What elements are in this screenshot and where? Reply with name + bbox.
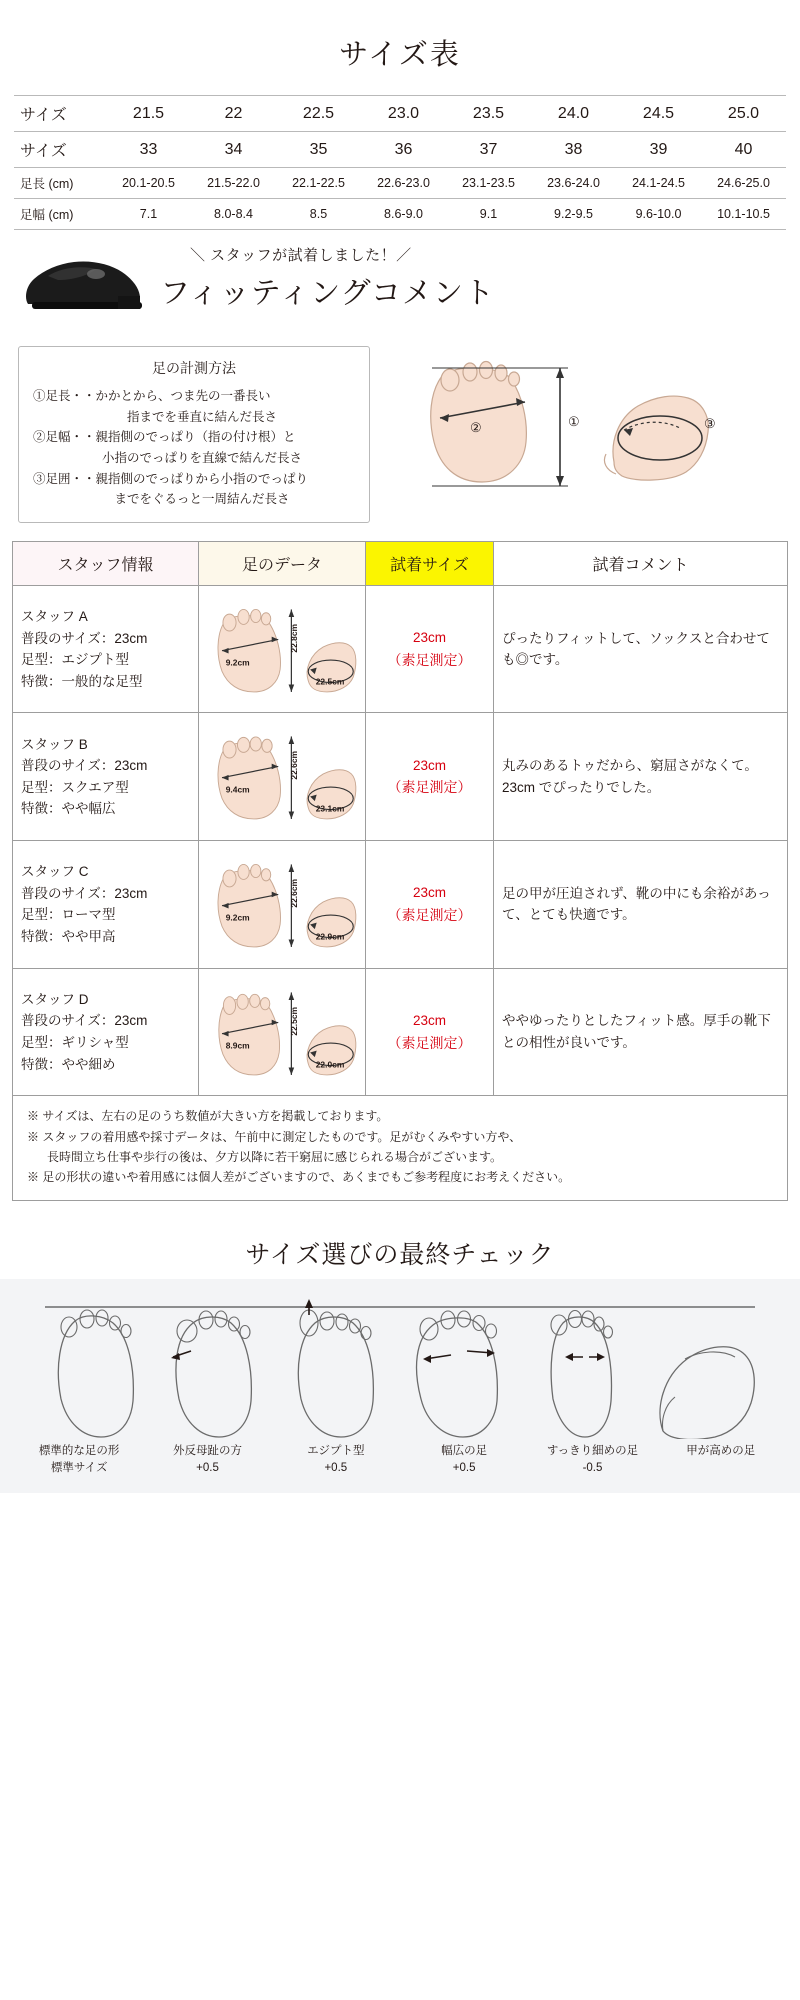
foot-width-label: 9.2cm [225, 657, 250, 668]
measure-title: 足の計測方法 [152, 360, 236, 376]
final-label-3-line1: エジプト型 [307, 1444, 365, 1457]
staff-usual-size: 普段のサイズ：23cm [21, 758, 148, 774]
staff-name: スタッフ A [21, 608, 88, 624]
measure-item-2-cont: 小指のでっぱりを直線で結んだ長さ [101, 450, 302, 465]
fitting-title: フィッティングコメント [160, 277, 495, 310]
note-1: ※ サイズは、左右の足のうち数値が大きい方を掲載しております。 [27, 1109, 389, 1124]
cell: 23.5 [446, 96, 531, 132]
table-row [13, 968, 788, 1096]
cell: 23.1-23.5 [446, 168, 531, 199]
staff-foot-type: 足型：スクエア型 [21, 779, 129, 795]
staff-name: スタッフ B [21, 736, 88, 752]
table-row [13, 713, 788, 841]
final-label-1-line1: 標準的な足の形 [38, 1444, 120, 1457]
foot-data-diagram [207, 721, 357, 825]
final-label-1 [15, 1443, 143, 1478]
foot-length-label: 22.6cm [289, 879, 299, 908]
cell: 24.1-24.5 [616, 168, 701, 199]
staff-table-section [0, 541, 800, 1096]
staff-foot-type: 足型：ギリシャ型 [21, 1034, 129, 1050]
try-size-cell [366, 585, 494, 713]
measure-item-2-head: ②足幅・・親指側のでっぱり（指の付け根）と [33, 430, 296, 445]
cell: 9.2-9.5 [531, 199, 616, 230]
staff-foot-type: 足型：エジプト型 [21, 652, 129, 668]
size-table [14, 95, 786, 230]
measure-item-3-head: ③足囲・・親指側のでっぱりから小指のでっぱり [33, 471, 309, 486]
cell: 34 [191, 132, 276, 168]
cell: 9.6-10.0 [616, 199, 701, 230]
cell: 20.1-20.5 [106, 168, 191, 199]
cell: 10.1-10.5 [701, 199, 786, 230]
staff-usual-size: 普段のサイズ：23cm [21, 630, 148, 646]
cell: 33 [106, 132, 191, 168]
measure-method-box [18, 346, 370, 523]
final-check-labels [15, 1439, 785, 1478]
staff-feature: 特徴：やや甲高 [21, 928, 116, 944]
cell: 38 [531, 132, 616, 168]
final-label-6 [657, 1443, 785, 1478]
final-label-3 [272, 1443, 400, 1478]
try-comment-cell: ややゆったりとしたフィット感。厚手の靴下との相性が良いです。 [494, 968, 788, 1096]
header-staff-info: スタッフ情報 [13, 541, 199, 585]
cell: 24.6-25.0 [701, 168, 786, 199]
try-size-note: （素足測定） [387, 651, 472, 668]
staff-usual-size: 普段のサイズ：23cm [21, 1013, 148, 1029]
try-size-note: （素足測定） [387, 906, 472, 923]
try-size-value: 23cm [412, 757, 446, 773]
cell: 21.5-22.0 [191, 168, 276, 199]
final-label-5-line1: すっきり細めの足 [546, 1444, 639, 1457]
staff-info-cell [13, 968, 199, 1096]
page-title: サイズ表 [339, 39, 461, 71]
measure-item-1-cont: 指までを垂直に結んだ長さ [126, 409, 277, 424]
cell: 22 [191, 96, 276, 132]
cell: 9.1 [446, 199, 531, 230]
foot-width-label: 9.2cm [225, 912, 250, 923]
cell: 24.5 [616, 96, 701, 132]
final-label-2 [143, 1443, 271, 1478]
table-row [13, 585, 788, 713]
staff-name: スタッフ C [21, 864, 89, 880]
row-label: 足長 (cm) [14, 168, 106, 199]
try-size-value: 23cm [412, 885, 446, 901]
header-try-size: 試着サイズ [366, 541, 494, 585]
final-label-4 [400, 1443, 528, 1478]
final-label-3-line2: +0.5 [324, 1462, 348, 1475]
final-check-band [0, 1279, 800, 1494]
staff-info-cell [13, 585, 199, 713]
row-label: 足幅 (cm) [14, 199, 106, 230]
foot-girth-label: 23.1cm [315, 803, 345, 814]
cell: 36 [361, 132, 446, 168]
foot-girth-label: 22.9cm [315, 931, 345, 942]
staff-usual-size: 普段のサイズ：23cm [21, 885, 148, 901]
cell: 35 [276, 132, 361, 168]
note-2: ※ スタッフの着用感や採寸データは、午前中に測定したものです。足がむくみやすい方や、 [27, 1129, 522, 1144]
try-size-cell [366, 968, 494, 1096]
cell: 23.0 [361, 96, 446, 132]
final-label-4-line2: +0.5 [452, 1462, 476, 1475]
table-row [14, 199, 786, 230]
final-label-5 [528, 1443, 656, 1478]
cell: 23.6-24.0 [531, 168, 616, 199]
try-size-cell [366, 841, 494, 969]
foot-length-label: 22.6cm [289, 751, 299, 780]
staff-table [12, 541, 788, 1096]
cell: 37 [446, 132, 531, 168]
header-foot-data: 足のデータ [199, 541, 366, 585]
final-check-diagram [15, 1289, 785, 1439]
cell: 8.5 [276, 199, 361, 230]
note-3: ※ 足の形状の違いや着用感には個人差がございますので、あくまでもご参考程度にお考えください。 [27, 1170, 571, 1185]
cell: 21.5 [106, 96, 191, 132]
foot-data-diagram [207, 594, 357, 698]
table-row [14, 96, 786, 132]
staff-feature: 特徴：やや幅広 [21, 801, 116, 817]
foot-width-label: 9.4cm [225, 785, 250, 796]
foot-length-label: 22.8cm [289, 623, 299, 653]
final-label-4-line1: 幅広の足 [441, 1444, 488, 1457]
row-label: サイズ [14, 96, 106, 132]
final-label-2-line1: 外反母趾の方 [172, 1444, 242, 1457]
table-row [14, 168, 786, 199]
measure-section [0, 336, 800, 523]
foot-length-label: 22.5cm [289, 1006, 299, 1036]
measure-mark-1: ① [568, 414, 580, 429]
try-comment-cell: ぴったりフィットして、ソックスと合わせても◎です。 [494, 585, 788, 713]
final-label-6-line1: 甲が高めの足 [686, 1444, 756, 1457]
fitting-subtitle: ＼ スタッフが試着しました！／ [190, 247, 412, 264]
cell: 22.5 [276, 96, 361, 132]
notes-section [12, 1096, 788, 1201]
note-2b: 長時間立ち仕事や歩行の後は、夕方以降に若干窮屈に感じられる場合がございます。 [47, 1150, 503, 1164]
cell: 25.0 [701, 96, 786, 132]
staff-name: スタッフ D [21, 991, 89, 1007]
cell: 22.1-22.5 [276, 168, 361, 199]
try-size-value: 23cm [412, 630, 446, 646]
foot-girth-label: 22.0cm [315, 1059, 345, 1070]
final-check-title: サイズ選びの最終チェック [245, 1240, 555, 1269]
row-label: サイズ [14, 132, 106, 168]
try-comment-cell: 足の甲が圧迫されず、靴の中にも余裕があって、とても快適です。 [494, 841, 788, 969]
shoe-photo [18, 246, 150, 320]
measure-mark-3: ③ [704, 416, 716, 431]
foot-data-cell [199, 585, 366, 713]
final-label-1-line2: 標準サイズ [50, 1462, 108, 1475]
foot-data-diagram [207, 977, 357, 1081]
table-header-row [13, 541, 788, 585]
foot-data-cell [199, 713, 366, 841]
foot-girth-label: 22.5cm [315, 676, 345, 687]
cell: 7.1 [106, 199, 191, 230]
staff-info-cell [13, 841, 199, 969]
header-try-comment: 試着コメント [494, 541, 788, 585]
try-size-cell [366, 713, 494, 841]
foot-data-cell [199, 841, 366, 969]
staff-feature: 特徴：やや細め [21, 1056, 116, 1072]
try-comment-cell: 丸みのあるトゥだから、窮屈さがなくて。23cm でぴったりでした。 [494, 713, 788, 841]
foot-data-diagram [207, 849, 357, 953]
staff-foot-type: 足型：ローマ型 [21, 907, 116, 923]
foot-data-cell [199, 968, 366, 1096]
final-label-5-line2: -0.5 [582, 1462, 603, 1475]
final-label-2-line2: +0.5 [196, 1462, 219, 1475]
measure-item-1-head: ①足長・・かかとから、つま先の一番長い [33, 389, 271, 404]
cell: 40 [701, 132, 786, 168]
size-table-section [0, 95, 800, 230]
cell: 39 [616, 132, 701, 168]
cell: 24.0 [531, 96, 616, 132]
fitting-header [0, 244, 800, 336]
measure-mark-2: ② [470, 420, 482, 435]
try-size-note: （素足測定） [387, 1034, 472, 1051]
staff-feature: 特徴：一般的な足型 [21, 673, 143, 689]
foot-measure-diagram [382, 346, 762, 516]
staff-info-cell [13, 713, 199, 841]
cell: 8.6-9.0 [361, 199, 446, 230]
measure-item-3-cont: までをぐるっと一周結んだ長さ [114, 492, 290, 507]
cell: 8.0-8.4 [191, 199, 276, 230]
table-row [13, 841, 788, 969]
table-row [14, 132, 786, 168]
try-size-value: 23cm [412, 1012, 446, 1028]
foot-width-label: 8.9cm [225, 1040, 250, 1051]
cell: 22.6-23.0 [361, 168, 446, 199]
try-size-note: （素足測定） [387, 779, 472, 796]
